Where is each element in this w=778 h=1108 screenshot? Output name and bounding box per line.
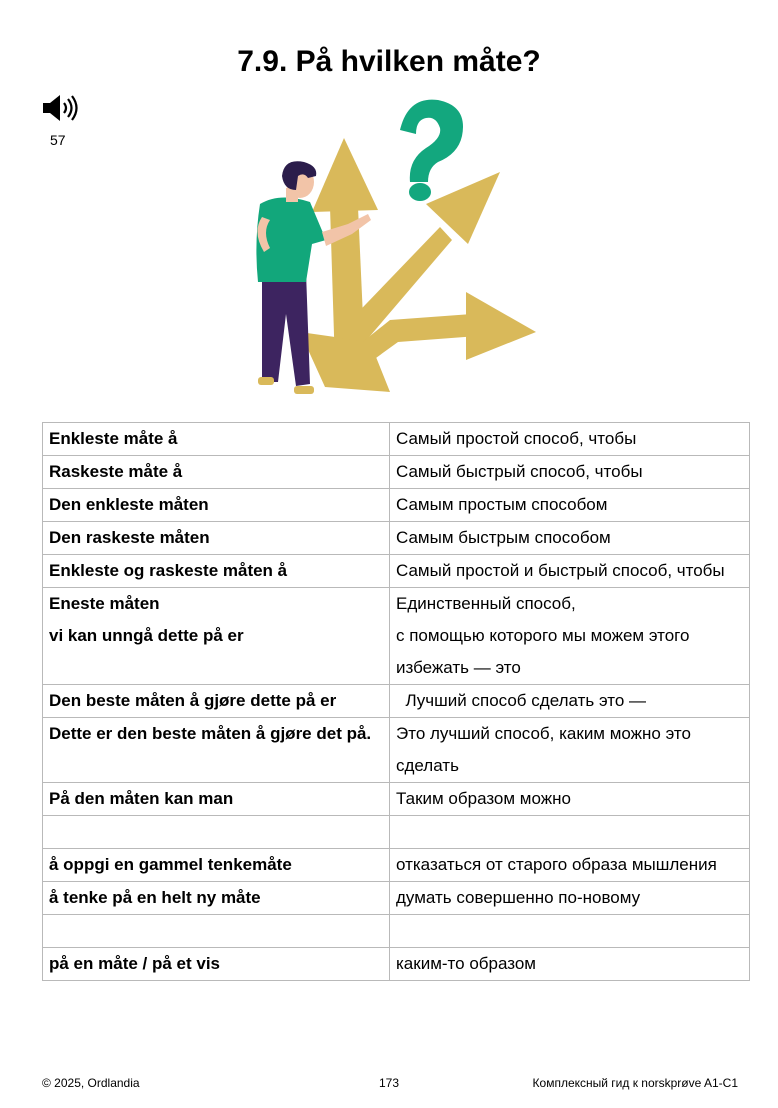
russian-translation: Лучший способ сделать это — (390, 685, 750, 718)
norwegian-phrase: å oppgi en gammel tenkemåte (43, 849, 390, 882)
footer-page-number: 173 (378, 1076, 400, 1090)
russian-translation: Таким образом можно (390, 783, 750, 816)
norwegian-phrase: Den raskeste måten (43, 522, 390, 555)
table-row (43, 522, 750, 555)
norwegian-phrase: å tenke på en helt ny måte (43, 882, 390, 915)
footer-copyright: © 2025, Ordlandia (42, 1076, 140, 1090)
norwegian-phrase: Den beste måten å gjøre dette på er (43, 685, 390, 718)
russian-translation: каким-то образом (390, 948, 750, 981)
russian-translation: Самый простой способ, чтобы (390, 423, 750, 456)
norwegian-phrase: Eneste måten vi kan unngå dette på er (43, 588, 390, 685)
table-row (43, 948, 750, 981)
russian-translation: Единственный способ, с помощью которого мы можем этого избежать — это (390, 588, 750, 685)
russian-translation: Самым простым способом (390, 489, 750, 522)
norwegian-phrase (43, 816, 390, 849)
person-crossroads-arrows-question-icon (240, 92, 540, 402)
russian-translation (390, 816, 750, 849)
norwegian-phrase: Raskeste måte å (43, 456, 390, 489)
russian-translation: Самый быстрый способ, чтобы (390, 456, 750, 489)
norwegian-phrase: Enkleste og raskeste måten å (43, 555, 390, 588)
table-row (43, 882, 750, 915)
table-row (43, 423, 750, 456)
russian-translation (390, 915, 750, 948)
table-row (43, 555, 750, 588)
footer-book-title: Комплексный гид к norskprøve A1-C1 (532, 1076, 738, 1090)
vocabulary-table (42, 422, 750, 981)
table-row-empty (43, 915, 750, 948)
norwegian-phrase: Enkleste måte å (43, 423, 390, 456)
table-row (43, 849, 750, 882)
russian-translation: Самый простой и быстрый способ, чтобы (390, 555, 750, 588)
speaker-icon[interactable] (41, 94, 79, 122)
audio-track-number: 57 (50, 132, 66, 148)
norwegian-phrase: Dette er den beste måten å gjøre det på. (43, 718, 390, 783)
page-title: 7.9. På hvilken måte? (237, 45, 541, 78)
norwegian-phrase: På den måten kan man (43, 783, 390, 816)
table-row-empty (43, 816, 750, 849)
russian-translation: Это лучший способ, каким можно это сделать (390, 718, 750, 783)
norwegian-phrase (43, 915, 390, 948)
norwegian-phrase: Den enkleste måten (43, 489, 390, 522)
table-row (43, 489, 750, 522)
russian-translation: отказаться от старого образа мышления (390, 849, 750, 882)
russian-translation: думать совершенно по-новому (390, 882, 750, 915)
table-row (43, 783, 750, 816)
table-row (43, 685, 750, 718)
table-row (43, 456, 750, 489)
russian-translation: Самым быстрым способом (390, 522, 750, 555)
norwegian-phrase: på en måte / på et vis (43, 948, 390, 981)
table-row (43, 588, 750, 685)
table-row (43, 718, 750, 783)
